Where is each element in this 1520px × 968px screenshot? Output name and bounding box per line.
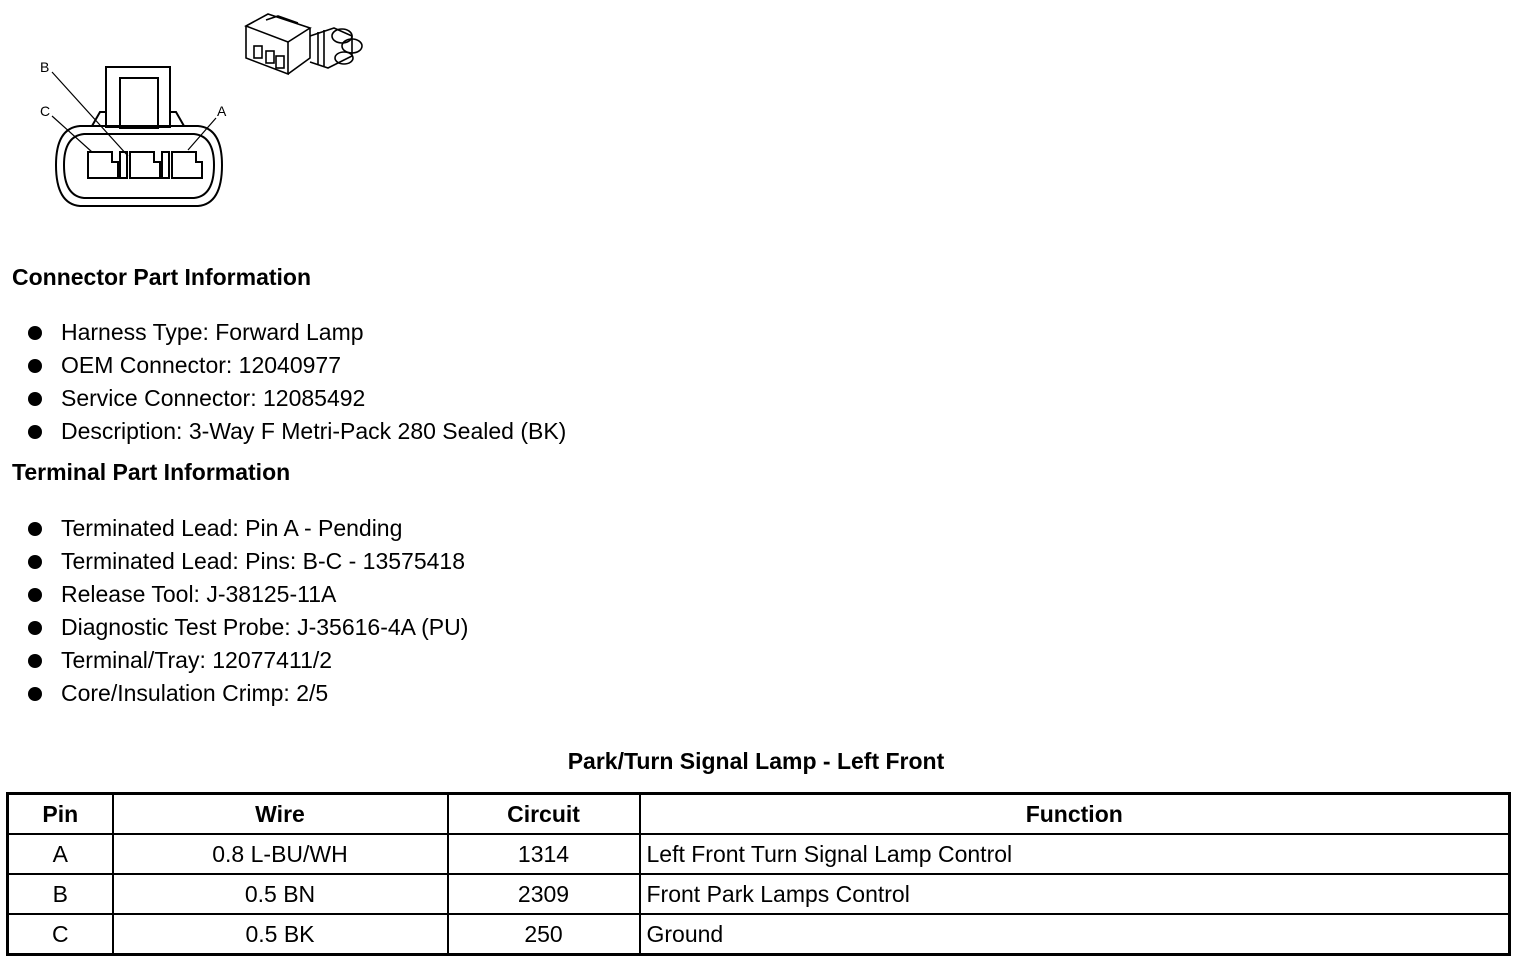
bullet-icon [28,392,42,406]
connector-part-info-heading: Connector Part Information [12,264,312,290]
list-item: Release Tool: J-38125-11A [28,578,468,611]
list-item: Terminated Lead: Pins: B-C - 13575418 [28,545,468,578]
pin-cell: B [8,874,113,914]
list-item: Terminated Lead: Pin A - Pending [28,512,468,545]
list-item: Service Connector: 12085492 [28,382,566,415]
bullet-icon [28,359,42,373]
bullet-icon [28,654,42,668]
connector-isometric-diagram [238,6,368,80]
bullet-icon [28,522,42,536]
bullet-icon [28,621,42,635]
pin-label-c: C [40,103,51,119]
table-row [8,834,1510,874]
bullet-icon [28,555,42,569]
bullet-icon [28,425,42,439]
terminal-part-info-heading: Terminal Part Information [12,459,291,485]
connector-face-diagram [30,50,230,215]
terminal-part-info-list [28,512,468,710]
pin-cell: A [8,834,113,874]
circuit-cell: 250 [448,914,640,955]
list-item: Harness Type: Forward Lamp [28,316,566,349]
column-header-pin: Pin [8,794,113,835]
circuit-cell: 2309 [448,874,640,914]
pin-label-b: B [40,59,50,75]
list-item: OEM Connector: 12040977 [28,349,566,382]
column-header-wire: Wire [113,794,448,835]
list-item: Description: 3-Way F Metri-Pack 280 Sealed (BK) [28,415,566,448]
connector-part-info-list [28,316,566,448]
pin-cell: C [8,914,113,955]
bullet-icon [28,326,42,340]
function-cell: Left Front Turn Signal Lamp Control [640,834,1510,874]
pin-table-title: Park/Turn Signal Lamp - Left Front [567,748,945,774]
table-row [8,874,1510,914]
wire-cell: 0.5 BK [113,914,448,955]
pin-label-a: A [217,103,227,119]
table-header-row [8,794,1510,835]
bullet-icon [28,588,42,602]
wire-cell: 0.5 BN [113,874,448,914]
function-cell: Ground [640,914,1510,955]
wire-cell: 0.8 L-BU/WH [113,834,448,874]
column-header-circuit: Circuit [448,794,640,835]
bullet-icon [28,687,42,701]
list-item: Core/Insulation Crimp: 2/5 [28,677,468,710]
function-cell: Front Park Lamps Control [640,874,1510,914]
table-row [8,914,1510,955]
list-item: Terminal/Tray: 12077411/2 [28,644,468,677]
column-header-function: Function [640,794,1510,835]
circuit-cell: 1314 [448,834,640,874]
pin-table [6,792,1511,956]
list-item: Diagnostic Test Probe: J-35616-4A (PU) [28,611,468,644]
